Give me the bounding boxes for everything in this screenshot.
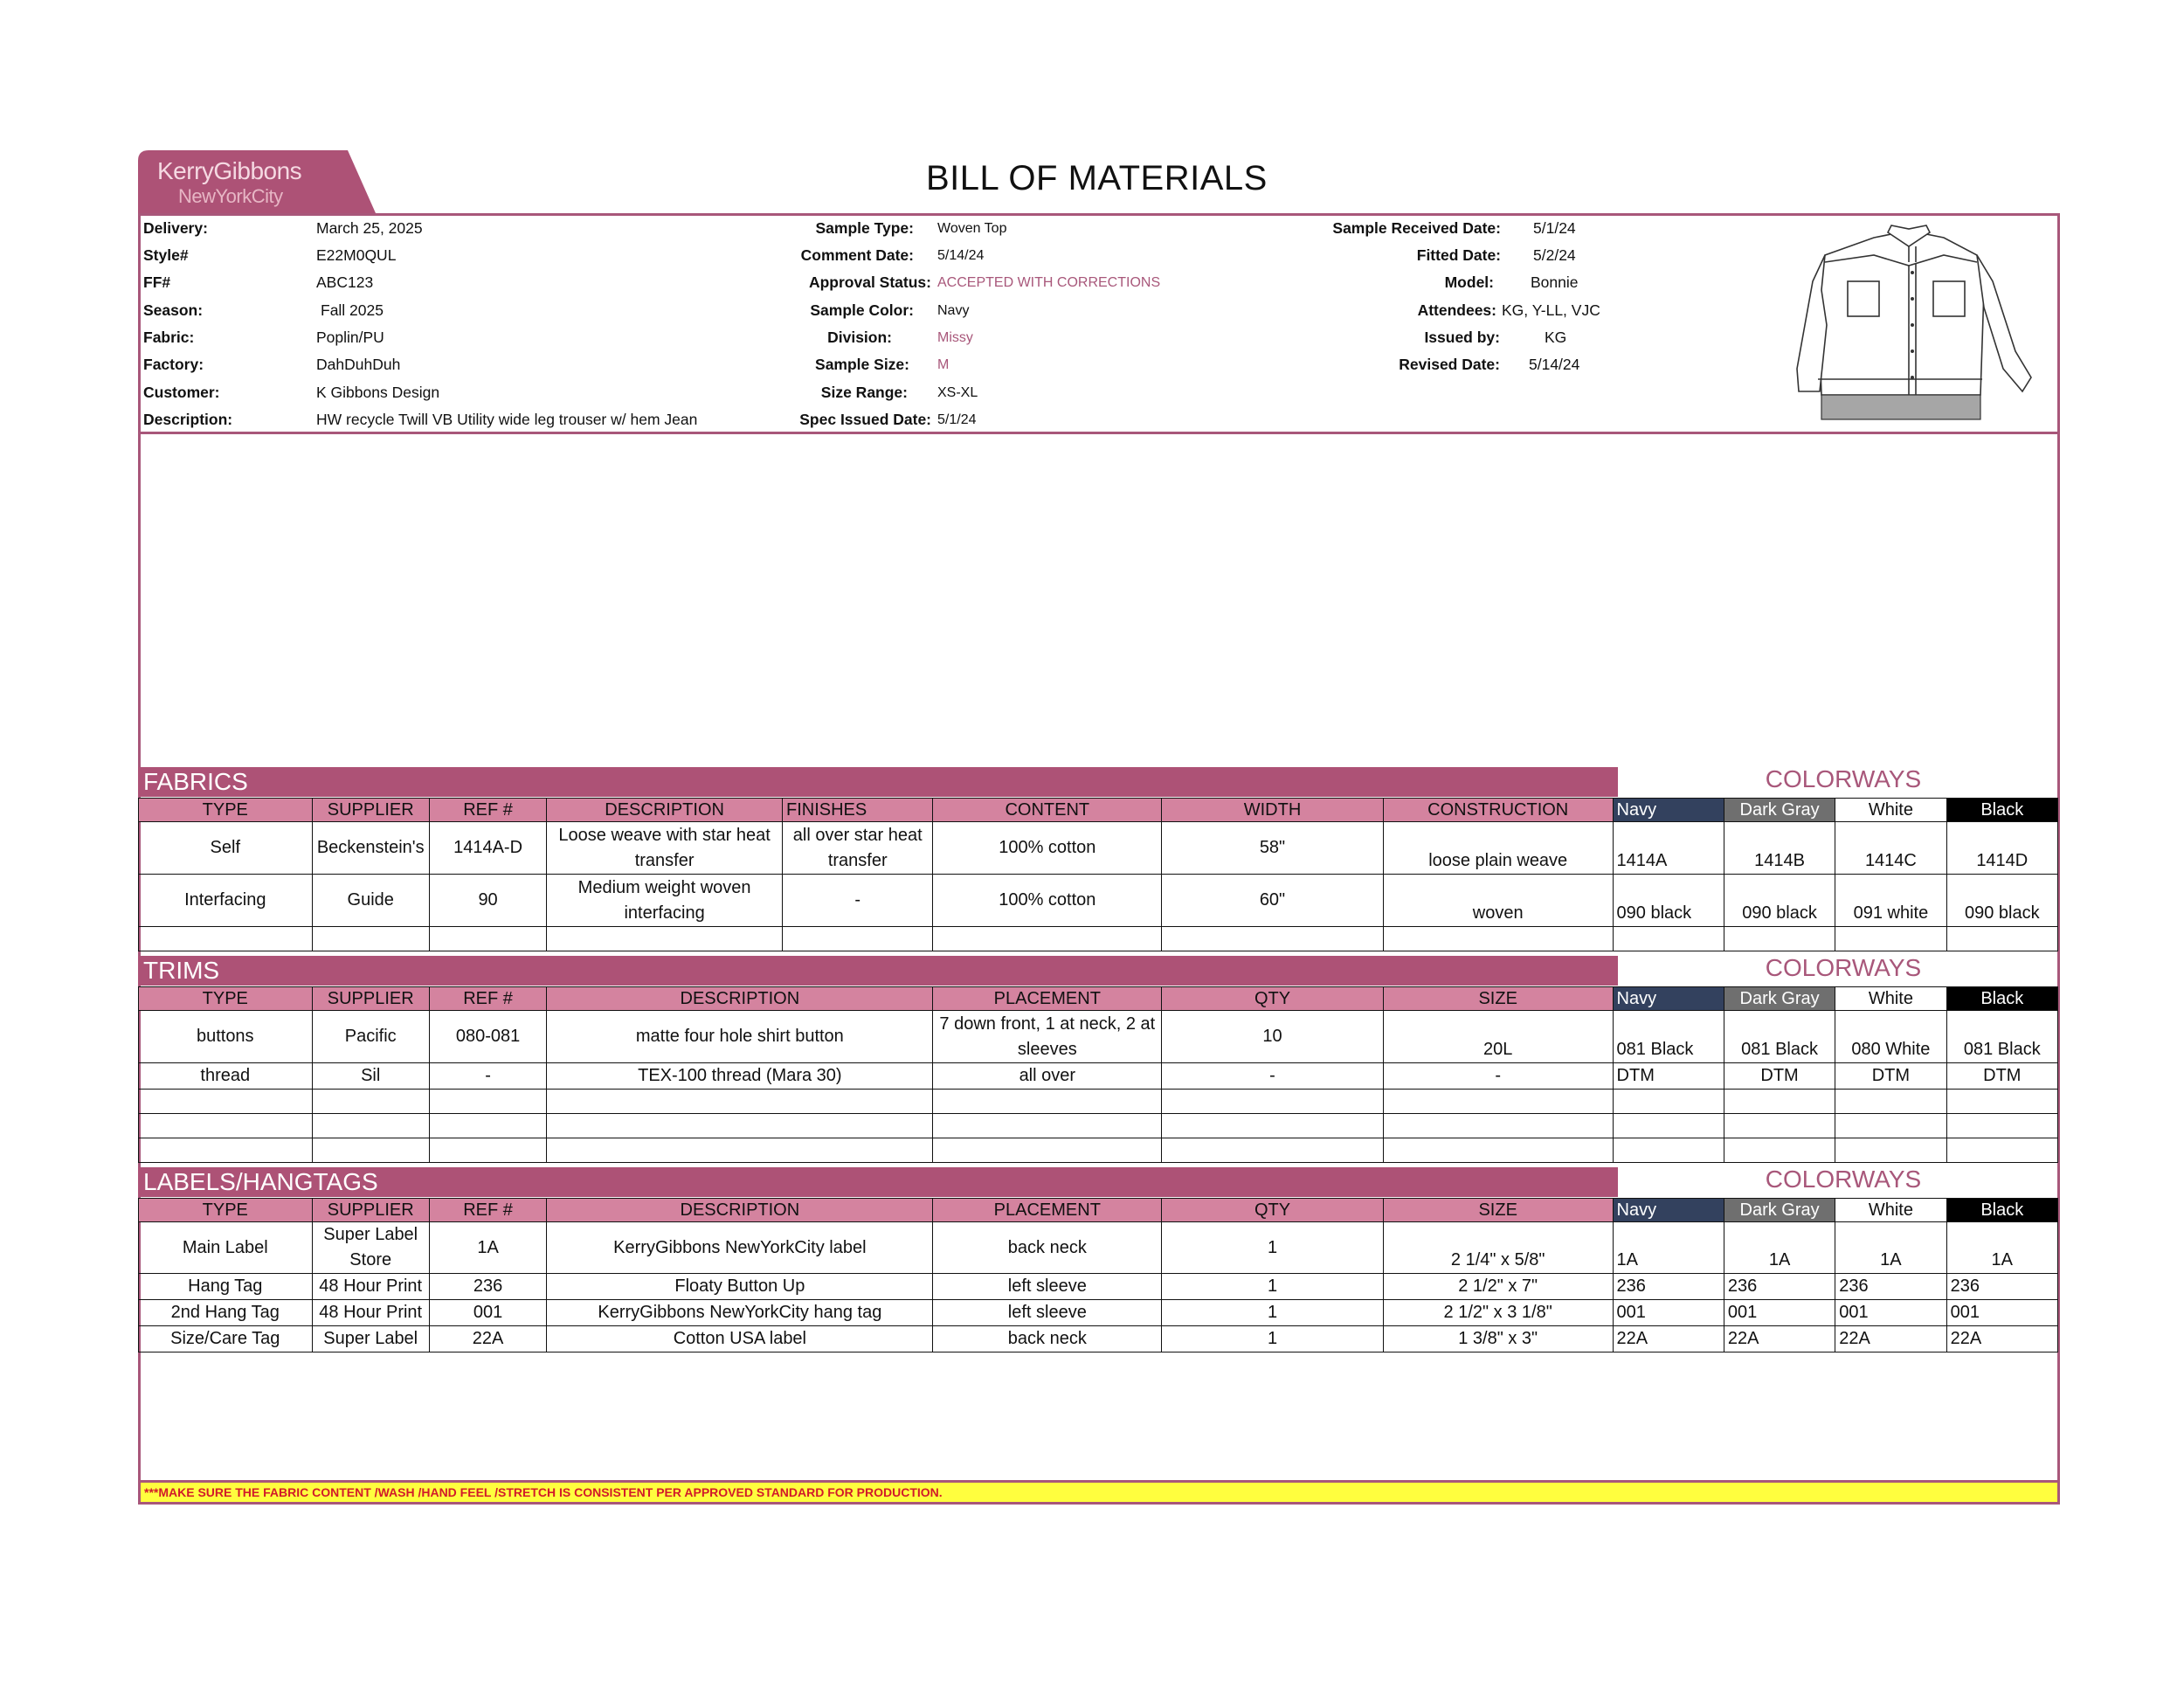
cell: Size/Care Tag	[139, 1326, 313, 1352]
cell	[933, 927, 1162, 951]
col-finishes: FINISHES	[782, 799, 932, 822]
info-sample-color-label: Sample Color:	[810, 301, 914, 319]
cell: 001	[1724, 1300, 1835, 1326]
cell	[1835, 927, 1946, 951]
cell: 1	[1162, 1326, 1384, 1352]
colorway-black: Black	[1946, 987, 2057, 1011]
cell: -	[429, 1063, 546, 1090]
cell: 236	[1835, 1274, 1946, 1300]
cell	[1613, 1114, 1724, 1138]
cell: -	[1383, 1063, 1613, 1090]
col-placement: PLACEMENT	[933, 1199, 1162, 1222]
cell: 22A	[1835, 1326, 1946, 1352]
info-ff-value: ABC123	[316, 273, 374, 291]
cell	[933, 1114, 1162, 1138]
cell	[139, 1090, 313, 1114]
table-row	[139, 1063, 2058, 1090]
colorway-dark-gray: Dark Gray	[1724, 1199, 1835, 1222]
cell: 1414A-D	[429, 822, 546, 875]
cell: 22A	[1724, 1326, 1835, 1352]
info-ff-label: FF#	[143, 273, 171, 291]
info-season-label: Season:	[143, 301, 204, 319]
cell: 1414B	[1724, 822, 1835, 875]
cell	[547, 1114, 933, 1138]
colorway-white: White	[1835, 987, 1946, 1011]
cell	[1613, 1138, 1724, 1163]
cell: 7 down front, 1 at neck, 2 at sleeves	[933, 1011, 1162, 1063]
cell: 60"	[1162, 875, 1384, 927]
cell: 48 Hour Print	[312, 1274, 429, 1300]
cell: 236	[1946, 1274, 2057, 1300]
col-type: TYPE	[139, 1199, 313, 1222]
labels-section-title: LABELS/HANGTAGS	[138, 1167, 1618, 1197]
info-approval-status-value: ACCEPTED WITH CORRECTIONS	[937, 275, 1161, 290]
cell	[1162, 1138, 1384, 1163]
trims-table	[138, 986, 2058, 1163]
cell	[1724, 1138, 1835, 1163]
header-divider	[138, 432, 2060, 434]
cell: DTM	[1946, 1063, 2057, 1090]
cell: back neck	[933, 1326, 1162, 1352]
cell: 1A	[1946, 1222, 2057, 1274]
info-division-label: Division:	[827, 329, 892, 346]
info-sample-color-value: Navy	[937, 303, 970, 318]
table-row	[139, 1300, 2058, 1326]
table-row-empty	[139, 1138, 2058, 1163]
col-description: DESCRIPTION	[547, 1199, 933, 1222]
info-revised-date-label: Revised Date:	[1399, 356, 1500, 373]
info-spec-issued-label: Spec Issued Date:	[799, 411, 931, 428]
info-customer-value: K Gibbons Design	[316, 384, 440, 401]
cell: 090 black	[1724, 875, 1835, 927]
cell: Beckenstein's	[312, 822, 429, 875]
info-style-value: E22M0QUL	[316, 246, 397, 264]
production-note: ***MAKE SURE THE FABRIC CONTENT /WASH /HAND FEEL /STRETCH IS CONSISTENT PER APPROVED STANDARD FOR PRODUCTION.	[138, 1480, 2060, 1505]
cell	[312, 1138, 429, 1163]
trims-header-row	[139, 987, 2058, 1011]
cell	[429, 1090, 546, 1114]
table-row-empty	[139, 1114, 2058, 1138]
cell: 2 1/4" x 5/8"	[1383, 1222, 1613, 1274]
cell: 1414D	[1946, 822, 2057, 875]
trims-colorways-title: COLORWAYS	[1765, 954, 1922, 981]
page-title: BILL OF MATERIALS	[926, 159, 1268, 197]
info-spec-issued-value: 5/1/24	[937, 412, 977, 427]
col-supplier: SUPPLIER	[312, 799, 429, 822]
cell	[933, 1138, 1162, 1163]
cell: 081 Black	[1724, 1011, 1835, 1063]
info-description-value: HW recycle Twill VB Utility wide leg trouser w/ hem Jean	[316, 411, 698, 428]
cell: Cotton USA label	[547, 1326, 933, 1352]
col-description: DESCRIPTION	[547, 799, 783, 822]
info-fitted-date-value: 5/2/24	[1533, 246, 1576, 264]
colorway-dark-gray: Dark Gray	[1724, 799, 1835, 822]
cell	[1946, 1090, 2057, 1114]
cell: KerryGibbons NewYorkCity label	[547, 1222, 933, 1274]
cell: 1A	[1613, 1222, 1724, 1274]
labels-header-row	[139, 1199, 2058, 1222]
cell: 1	[1162, 1222, 1384, 1274]
info-delivery: Delivery:	[143, 219, 208, 237]
cell: 091 white	[1835, 875, 1946, 927]
table-row-empty	[139, 927, 2058, 951]
cell	[547, 1090, 933, 1114]
info-size-range-value: XS-XL	[937, 385, 978, 400]
cell	[1162, 1114, 1384, 1138]
cell	[547, 1138, 933, 1163]
cell: DTM	[1724, 1063, 1835, 1090]
cell: 58"	[1162, 822, 1384, 875]
cell	[782, 927, 932, 951]
cell: 1A	[429, 1222, 546, 1274]
labels-colorways-title: COLORWAYS	[1765, 1166, 1922, 1193]
info-factory-label: Factory:	[143, 356, 204, 373]
cell	[1383, 1114, 1613, 1138]
cell	[1835, 1138, 1946, 1163]
cell: 001	[1835, 1300, 1946, 1326]
info-received-date-label: Sample Received Date:	[1332, 219, 1501, 237]
cell	[547, 927, 783, 951]
cell: DTM	[1835, 1063, 1946, 1090]
info-fabric-label: Fabric:	[143, 329, 195, 346]
info-comment-date-value: 5/14/24	[937, 248, 985, 263]
cell: 1414A	[1613, 822, 1724, 875]
cell	[1613, 1090, 1724, 1114]
cell: 090 black	[1613, 875, 1724, 927]
labels-table	[138, 1198, 2058, 1352]
col-ref: REF #	[429, 1199, 546, 1222]
cell	[1724, 927, 1835, 951]
cell: DTM	[1613, 1063, 1724, 1090]
cell: Guide	[312, 875, 429, 927]
cell: 236	[1724, 1274, 1835, 1300]
cell: 001	[1946, 1300, 2057, 1326]
info-comment-date-label: Comment Date:	[800, 246, 914, 264]
info-style-label: Style#	[143, 246, 189, 264]
info-fitted-date-label: Fitted Date:	[1416, 246, 1501, 264]
cell: Interfacing	[139, 875, 313, 927]
col-construction: CONSTRUCTION	[1383, 799, 1613, 822]
cell: woven	[1383, 875, 1613, 927]
cell: 2 1/2" x 7"	[1383, 1274, 1613, 1300]
colorway-dark-gray: Dark Gray	[1724, 987, 1835, 1011]
cell: 001	[1613, 1300, 1724, 1326]
col-type: TYPE	[139, 799, 313, 822]
cell: 1	[1162, 1300, 1384, 1326]
info-attendees-value: KG, Y-LL, VJC	[1502, 301, 1600, 319]
info-fabric-value: Poplin/PU	[316, 329, 384, 346]
cell: 1A	[1835, 1222, 1946, 1274]
info-division-value: Missy	[937, 330, 973, 345]
colorway-black: Black	[1946, 799, 2057, 822]
cell: Loose weave with star heat transfer	[547, 822, 783, 875]
col-qty: QTY	[1162, 1199, 1384, 1222]
info-revised-date-value: 5/14/24	[1529, 356, 1580, 373]
cell	[1946, 927, 2057, 951]
cell	[1724, 1090, 1835, 1114]
fabrics-table	[138, 798, 2058, 951]
cell: Pacific	[312, 1011, 429, 1063]
cell	[139, 1114, 313, 1138]
info-sample-type-value: Woven Top	[937, 221, 1007, 236]
cell: 2 1/2" x 3 1/8"	[1383, 1300, 1613, 1326]
cell: 48 Hour Print	[312, 1300, 429, 1326]
cell: Super Label Store	[312, 1222, 429, 1274]
cell: 001	[429, 1300, 546, 1326]
cell: 080-081	[429, 1011, 546, 1063]
cell: -	[1162, 1063, 1384, 1090]
shirt-sketch-icon	[1787, 220, 2040, 423]
info-sample-size-label: Sample Size:	[815, 356, 909, 373]
info-factory-value: DahDuhDuh	[316, 356, 401, 373]
cell: 100% cotton	[933, 875, 1162, 927]
cell: Hang Tag	[139, 1274, 313, 1300]
cell	[1724, 1114, 1835, 1138]
cell: 090 black	[1946, 875, 2057, 927]
cell: 1414C	[1835, 822, 1946, 875]
col-ref: REF #	[429, 987, 546, 1011]
cell: buttons	[139, 1011, 313, 1063]
cell: loose plain weave	[1383, 822, 1613, 875]
cell: Sil	[312, 1063, 429, 1090]
cell	[1162, 927, 1384, 951]
cell	[1613, 927, 1724, 951]
cell: 100% cotton	[933, 822, 1162, 875]
cell	[1383, 1138, 1613, 1163]
cell	[933, 1090, 1162, 1114]
cell: all over star heat transfer	[782, 822, 932, 875]
cell	[312, 927, 429, 951]
cell: Floaty Button Up	[547, 1274, 933, 1300]
fabrics-header-row	[139, 799, 2058, 822]
colorway-white: White	[1835, 1199, 1946, 1222]
cell: Self	[139, 822, 313, 875]
cell: TEX-100 thread (Mara 30)	[547, 1063, 933, 1090]
info-issued-by-value: KG	[1545, 329, 1567, 346]
info-attendees-label: Attendees:	[1417, 301, 1496, 319]
col-content: CONTENT	[933, 799, 1162, 822]
colorway-navy: Navy	[1613, 799, 1724, 822]
col-supplier: SUPPLIER	[312, 1199, 429, 1222]
info-size-range-label: Size Range:	[820, 384, 908, 401]
col-size: SIZE	[1383, 987, 1613, 1011]
brand-logo	[138, 150, 376, 213]
table-row	[139, 1326, 2058, 1352]
cell: Medium weight woven interfacing	[547, 875, 783, 927]
info-approval-status-label: Approval Status:	[808, 273, 931, 291]
info-model-value: Bonnie	[1531, 273, 1579, 291]
col-description: DESCRIPTION	[547, 987, 933, 1011]
col-width: WIDTH	[1162, 799, 1384, 822]
cell: 22A	[1613, 1326, 1724, 1352]
logo-text-line1: KerryGibbons	[157, 157, 302, 184]
cell: 080 White	[1835, 1011, 1946, 1063]
colorway-white: White	[1835, 799, 1946, 822]
cell: 20L	[1383, 1011, 1613, 1063]
info-sample-type-label: Sample Type:	[815, 219, 914, 237]
fabrics-section-title: FABRICS	[138, 767, 1618, 797]
cell: 236	[1613, 1274, 1724, 1300]
cell: Main Label	[139, 1222, 313, 1274]
cell	[1835, 1090, 1946, 1114]
cell: 236	[429, 1274, 546, 1300]
colorway-navy: Navy	[1613, 1199, 1724, 1222]
info-description-label: Description:	[143, 411, 233, 428]
cell: 90	[429, 875, 546, 927]
cell	[139, 927, 313, 951]
colorway-navy: Navy	[1613, 987, 1724, 1011]
logo-text-line2: NewYorkCity	[178, 185, 283, 207]
cell	[1835, 1114, 1946, 1138]
cell: thread	[139, 1063, 313, 1090]
table-row-empty	[139, 1090, 2058, 1114]
info-received-date-value: 5/1/24	[1533, 219, 1576, 237]
info-delivery-value: March 25, 2025	[316, 219, 423, 237]
cell: back neck	[933, 1222, 1162, 1274]
cell	[1946, 1138, 2057, 1163]
info-sample-size-value: M	[937, 357, 950, 372]
cell: 1	[1162, 1274, 1384, 1300]
table-row	[139, 822, 2058, 875]
cell	[1946, 1114, 2057, 1138]
cell: matte four hole shirt button	[547, 1011, 933, 1063]
table-row	[139, 1222, 2058, 1274]
table-row	[139, 875, 2058, 927]
cell: left sleeve	[933, 1274, 1162, 1300]
table-row	[139, 1274, 2058, 1300]
cell: 10	[1162, 1011, 1384, 1063]
cell: 1A	[1724, 1222, 1835, 1274]
cell: 081 Black	[1946, 1011, 2057, 1063]
col-type: TYPE	[139, 987, 313, 1011]
cell	[1162, 1090, 1384, 1114]
cell	[1383, 1090, 1613, 1114]
cell: 2nd Hang Tag	[139, 1300, 313, 1326]
cell	[312, 1090, 429, 1114]
info-model-label: Model:	[1444, 273, 1494, 291]
cell: all over	[933, 1063, 1162, 1090]
fabrics-colorways-title: COLORWAYS	[1765, 765, 1922, 792]
cell	[139, 1138, 313, 1163]
cell: Super Label	[312, 1326, 429, 1352]
info-season-value: Fall 2025	[321, 301, 384, 319]
cell: left sleeve	[933, 1300, 1162, 1326]
cell	[429, 1114, 546, 1138]
col-qty: QTY	[1162, 987, 1384, 1011]
cell: -	[782, 875, 932, 927]
info-customer-label: Customer:	[143, 384, 220, 401]
trims-section-title: TRIMS	[138, 956, 1618, 986]
cell	[429, 1138, 546, 1163]
cell: 22A	[1946, 1326, 2057, 1352]
cell	[1383, 927, 1613, 951]
col-size: SIZE	[1383, 1199, 1613, 1222]
col-placement: PLACEMENT	[933, 987, 1162, 1011]
cell: 081 Black	[1613, 1011, 1724, 1063]
table-row	[139, 1011, 2058, 1063]
cell	[312, 1114, 429, 1138]
cell: 22A	[429, 1326, 546, 1352]
cell: 1 3/8" x 3"	[1383, 1326, 1613, 1352]
colorway-black: Black	[1946, 1199, 2057, 1222]
col-supplier: SUPPLIER	[312, 987, 429, 1011]
cell: KerryGibbons NewYorkCity hang tag	[547, 1300, 933, 1326]
col-ref: REF #	[429, 799, 546, 822]
cell	[429, 927, 546, 951]
info-issued-by-label: Issued by:	[1424, 329, 1500, 346]
